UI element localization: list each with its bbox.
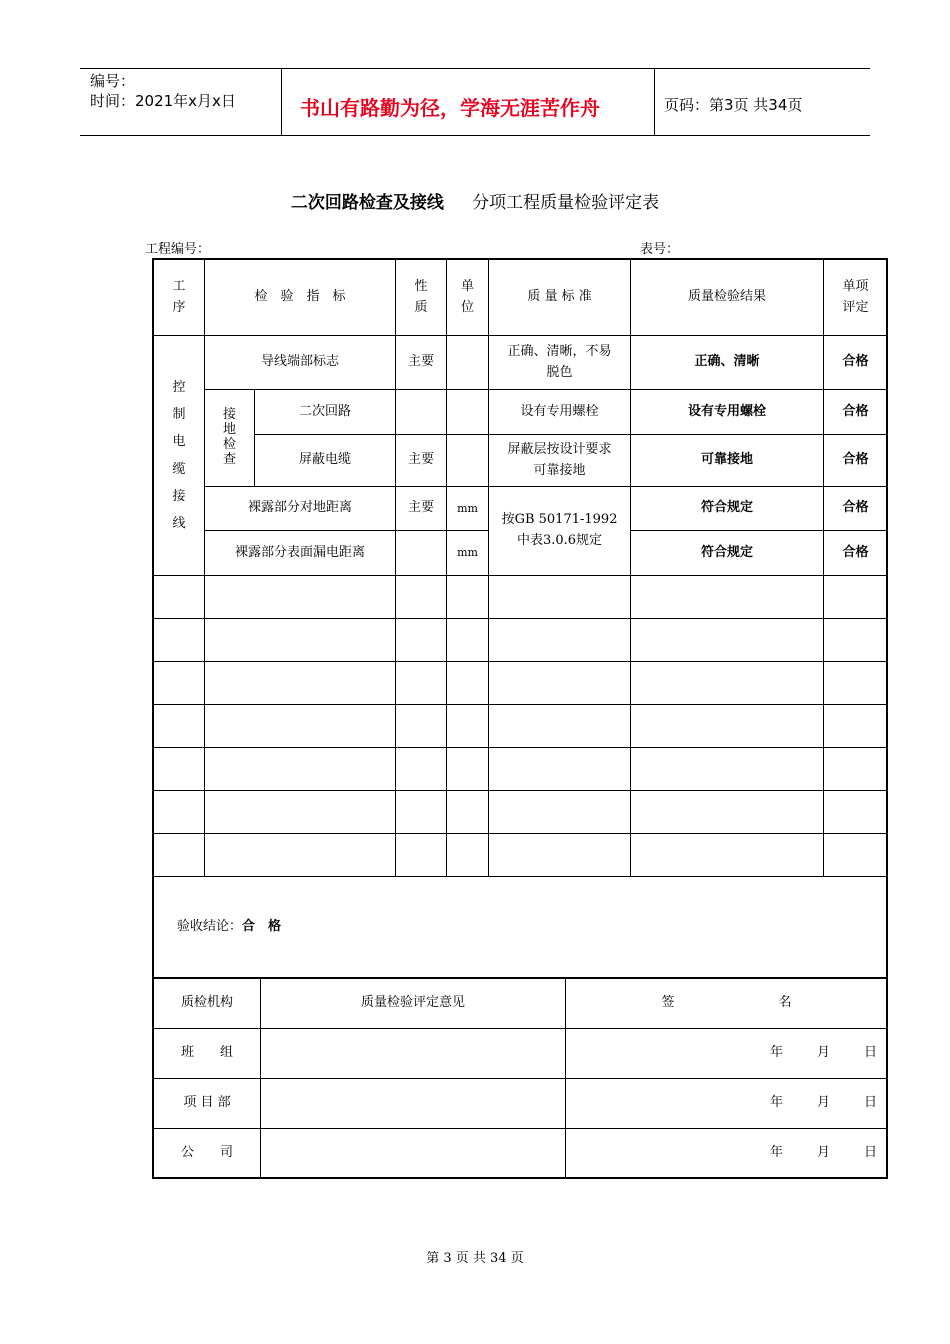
project-number-label: 工程编号： <box>145 242 211 257</box>
process-name-cell: 控 制 电 缆 接 线 <box>154 336 205 576</box>
empty-row <box>154 834 888 877</box>
signoff-opinion <box>261 1129 566 1179</box>
indicator-cell: 二次回路 <box>255 390 396 435</box>
signoff-table <box>153 978 888 1179</box>
result-cell: 正确、清晰 <box>631 336 824 390</box>
nature-cell: 主要 <box>396 487 447 531</box>
page-title <box>0 188 950 213</box>
unit-cell <box>447 435 489 487</box>
signoff-header-sign: 签 名 <box>566 979 888 1029</box>
indicator-cell: 裸露部分对地距离 <box>205 487 396 531</box>
standard-cell: 设有专用螺栓 <box>489 390 631 435</box>
unit-cell: mm <box>447 531 489 576</box>
signoff-header-org: 质检机构 <box>154 979 261 1029</box>
signoff-row <box>154 1079 888 1129</box>
signoff-opinion <box>261 1029 566 1079</box>
table-row <box>154 390 888 435</box>
empty-row <box>154 705 888 748</box>
conclusion-row <box>154 877 888 978</box>
document-time-label: 时间：2021年x月x日 <box>90 92 236 110</box>
empty-row <box>154 748 888 791</box>
signoff-opinion <box>261 1079 566 1129</box>
signoff-header-opinion: 质量检验评定意见 <box>261 979 566 1029</box>
grounding-check-cell: 接 地 检 查 <box>205 390 255 487</box>
conclusion-label: 验收结论： <box>177 918 243 934</box>
col-header-unit: 单 位 <box>447 260 489 336</box>
rating-cell: 合格 <box>824 390 888 435</box>
form-number-label: 表号： <box>640 242 680 257</box>
empty-row <box>154 662 888 705</box>
signoff-date: 年 月 日 <box>566 1129 888 1179</box>
page-footer: 第 3 页 共 34 页 <box>426 1251 524 1266</box>
col-header-result: 质量检验结果 <box>631 260 824 336</box>
page-indicator: 页码：第3页 共34页 <box>664 96 803 114</box>
indicator-cell: 屏蔽电缆 <box>255 435 396 487</box>
nature-cell: 主要 <box>396 435 447 487</box>
empty-row <box>154 619 888 662</box>
table-row <box>154 435 888 487</box>
title-subject: 二次回路检查及接线 <box>290 193 444 213</box>
signoff-date: 年 月 日 <box>566 1029 888 1079</box>
unit-cell: mm <box>447 487 489 531</box>
inspection-table <box>153 259 888 978</box>
col-header-rating: 单项 评定 <box>824 260 888 336</box>
conclusion-value: 合 格 <box>242 918 282 934</box>
document-code-label: 编号： <box>90 72 136 90</box>
signoff-date: 年 月 日 <box>566 1079 888 1129</box>
result-cell: 可靠接地 <box>631 435 824 487</box>
signoff-org: 项 目 部 <box>154 1079 261 1129</box>
indicator-cell: 导线端部标志 <box>205 336 396 390</box>
empty-row <box>154 791 888 834</box>
standard-cell: 屏蔽层按设计要求 可靠接地 <box>489 435 631 487</box>
result-cell: 设有专用螺栓 <box>631 390 824 435</box>
header-divider-left <box>281 68 282 136</box>
rating-cell: 合格 <box>824 487 888 531</box>
header-motto: 书山有路勤为径，学海无涯苦作舟 <box>300 96 600 120</box>
nature-cell: 主要 <box>396 336 447 390</box>
rating-cell: 合格 <box>824 336 888 390</box>
signoff-row <box>154 1129 888 1179</box>
col-header-nature: 性 质 <box>396 260 447 336</box>
table-row <box>154 487 888 531</box>
nature-cell <box>396 531 447 576</box>
result-cell: 符合规定 <box>631 531 824 576</box>
signoff-header-row <box>154 979 888 1029</box>
empty-row <box>154 576 888 619</box>
col-header-standard: 质 量 标 准 <box>489 260 631 336</box>
indicator-cell: 裸露部分表面漏电距离 <box>205 531 396 576</box>
col-header-process: 工 序 <box>154 260 205 336</box>
table-row <box>154 336 888 390</box>
title-form-name: 分项工程质量检验评定表 <box>472 193 660 213</box>
acceptance-conclusion <box>154 877 888 978</box>
signoff-row <box>154 1029 888 1079</box>
table-header-row <box>154 260 888 336</box>
unit-cell <box>447 390 489 435</box>
signoff-org: 公 司 <box>154 1129 261 1179</box>
merged-standard-cell: 按GB 50171-1992 中表3.0.6规定 <box>489 487 631 576</box>
nature-cell <box>396 390 447 435</box>
signoff-org: 班 组 <box>154 1029 261 1079</box>
col-header-indicator: 检 验 指 标 <box>205 260 396 336</box>
standard-cell: 正确、清晰，不易 脱色 <box>489 336 631 390</box>
rating-cell: 合格 <box>824 531 888 576</box>
header-bottom-rule <box>80 135 870 136</box>
result-cell: 符合规定 <box>631 487 824 531</box>
header-divider-right <box>654 68 655 136</box>
rating-cell: 合格 <box>824 435 888 487</box>
header-top-rule <box>80 68 870 69</box>
unit-cell <box>447 336 489 390</box>
